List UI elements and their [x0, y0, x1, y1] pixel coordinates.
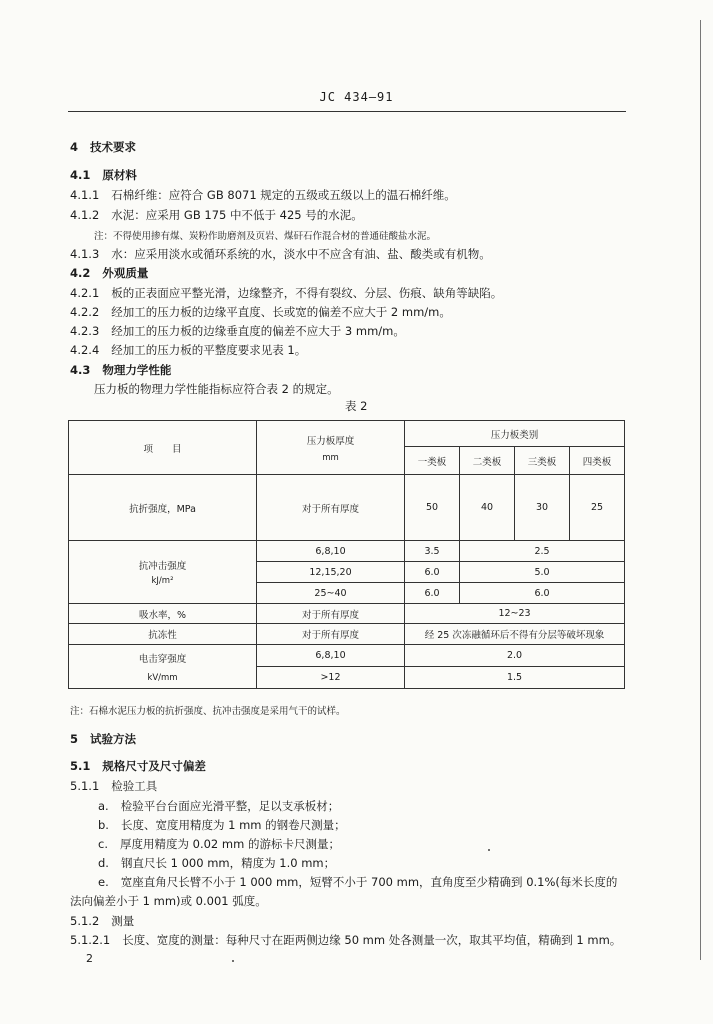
row-impact-class234-3: 6.0 [460, 583, 625, 604]
header-rule [68, 111, 626, 112]
clause-text: 检验工具 [111, 779, 158, 793]
scan-edge-line [700, 20, 701, 960]
head-class-2: 二类板 [460, 447, 515, 475]
row-frost-value: 经 25 次冻融循环后不得有分层等破坏现象 [405, 624, 625, 645]
head-category: 压力板类别 [405, 421, 625, 447]
head-thickness [257, 421, 405, 475]
text-line [70, 324, 405, 339]
text-line [70, 286, 502, 301]
text-line [98, 856, 335, 871]
clause-text: 技术要求 [90, 140, 137, 154]
clause-number: 4.2.3 [70, 324, 100, 338]
clause-text: 钢直尺长 1 000 mm，精度为 1.0 mm； [120, 856, 336, 870]
clause-number: 4.1 [70, 168, 91, 182]
clause-text: 板的正表面应平整光滑，边缘整齐，不得有裂纹、分层、伤痕、缺角等缺陷。 [111, 286, 503, 300]
clause-number: 4.1.2 [70, 208, 100, 222]
clause-text: 水泥：应采用 GB 175 中不低于 425 号的水泥。 [111, 208, 363, 222]
row-absorption-value: 12~23 [405, 604, 625, 624]
row-dielectric-unit: kV/mm [147, 672, 178, 683]
text-line [70, 363, 171, 378]
text-line [70, 933, 621, 948]
row-absorption-label: 吸水率，% [69, 604, 257, 624]
clause-number: a. [98, 799, 109, 813]
head-class-1: 一类板 [405, 447, 460, 475]
text-line [94, 382, 339, 397]
clause-text: 经加工的压力板的边缘垂直度的偏差不应大于 3 mm/m。 [111, 324, 405, 338]
clause-number: e. [98, 875, 109, 889]
row-flexural-thickness: 对于所有厚度 [257, 475, 405, 541]
row-impact-thickness-1: 6,8,10 [257, 541, 405, 562]
text-line [94, 229, 436, 244]
row-frost-thickness: 对于所有厚度 [257, 624, 405, 645]
row-dielectric-thickness-2: >12 [257, 667, 405, 689]
table-2 [68, 420, 625, 689]
head-item: 项 目 [69, 421, 257, 475]
clause-number: 4.2.2 [70, 305, 100, 319]
row-impact-class1-2: 6.0 [405, 562, 460, 583]
clause-number: 4.3 [70, 363, 91, 377]
clause-number: 5.1 [70, 759, 91, 773]
row-impact-thickness-2: 12,15,20 [257, 562, 405, 583]
text-line [70, 266, 148, 281]
text-line [70, 168, 137, 183]
clause-text: 原材料 [102, 168, 137, 182]
text-line [70, 779, 157, 794]
clause-number: b. [98, 818, 109, 832]
clause-number: 4.2.1 [70, 286, 100, 300]
page-number: 2 [86, 952, 93, 965]
clause-number: 5.1.1 [70, 779, 100, 793]
clause-number: 4.2 [70, 266, 91, 280]
clause-number: d. [98, 856, 109, 870]
text-line [98, 837, 340, 852]
row-dielectric-thickness-1: 6,8,10 [257, 645, 405, 667]
table-caption: 表 2 [345, 399, 368, 413]
text-line [70, 305, 451, 320]
clause-text: 注：不得使用掺有煤、炭粉作助磨剂及页岩、煤矸石作混合材的普通硅酸盐水泥。 [94, 231, 437, 242]
text-line [70, 247, 491, 262]
clause-number: 4.1.1 [70, 188, 100, 202]
text-line [70, 343, 306, 358]
text-line [98, 875, 617, 890]
clause-text: 物理力学性能 [102, 363, 172, 377]
clause-text: 外观质量 [102, 266, 149, 280]
row-impact-thickness-3: 25~40 [257, 583, 405, 604]
text-line [70, 704, 346, 719]
row-flexural-class-1: 50 [405, 475, 460, 541]
row-impact-label [69, 541, 257, 604]
head-class-4: 四类板 [570, 447, 625, 475]
row-dielectric-label [69, 645, 257, 689]
clause-text: 压力板的物理力学性能指标应符合表 2 的规定。 [94, 382, 339, 396]
clause-text: 经加工的压力板的平整度要求见表 1。 [111, 343, 307, 357]
row-flexural-class-2: 40 [460, 475, 515, 541]
text-line [70, 914, 134, 929]
clause-text: 长度、宽度用精度为 1 mm 的钢卷尺测量； [120, 818, 346, 832]
head-thickness-label: 压力板厚度 [306, 435, 355, 447]
row-absorption-thickness: 对于所有厚度 [257, 604, 405, 624]
clause-number: 4 [70, 140, 79, 154]
text-line [70, 732, 136, 747]
row-impact-name: 抗冲击强度 [138, 561, 187, 572]
clause-text: 规格尺寸及尺寸偏差 [102, 759, 206, 773]
clause-number: 5.1.2.1 [70, 933, 111, 947]
row-flexural-label: 抗折强度，MPa [69, 475, 257, 541]
text-line [98, 818, 346, 833]
head-class-3: 三类板 [515, 447, 570, 475]
row-dielectric-value-2: 1.5 [405, 667, 625, 689]
row-frost-label: 抗冻性 [69, 624, 257, 645]
clause-text: 测量 [111, 914, 135, 928]
clause-text: 水：应采用淡水或循环系统的水，淡水中不应含有油、盐、酸类或有机物。 [111, 247, 491, 261]
text-line [98, 799, 339, 814]
head-thickness-unit: mm [322, 452, 339, 463]
text-line [70, 208, 363, 223]
scan-speck [232, 960, 234, 962]
clause-text: 试验方法 [90, 732, 137, 746]
clause-text: 注：石棉水泥压力板的抗折强度、抗冲击强度是采用气干的试样。 [70, 706, 346, 717]
text-line [70, 140, 136, 155]
clause-text: 长度、宽度的测量：每种尺寸在距两侧边缘 50 mm 处各测量一次，取其平均值，精确到 1 mm。 [122, 933, 622, 947]
clause-text: 检验平台台面应光滑平整，足以支承板材； [120, 799, 340, 813]
clause-text: 法向偏差小于 1 mm)或 0.001 弧度。 [70, 894, 267, 908]
row-flexural-class-3: 30 [515, 475, 570, 541]
clause-number: 4.2.4 [70, 343, 100, 357]
standard-code-header: JC 434—91 [319, 90, 394, 104]
row-impact-class1-3: 6.0 [405, 583, 460, 604]
clause-number: 4.1.3 [70, 247, 100, 261]
clause-text: 石棉纤维：应符合 GB 8071 规定的五级或五级以上的温石棉纤维。 [111, 188, 456, 202]
row-dielectric-name: 电击穿强度 [138, 653, 187, 665]
row-impact-unit: kJ/m² [151, 576, 174, 586]
row-flexural-class-4: 25 [570, 475, 625, 541]
text-line [70, 759, 206, 774]
row-impact-class234-2: 5.0 [460, 562, 625, 583]
clause-text: 宽座直角尺长臂不小于 1 000 mm，短臂不小于 700 mm，直角度至少精确到 0.1%(每米长度的 [120, 875, 618, 889]
text-line [70, 188, 456, 203]
clause-number: 5 [70, 732, 79, 746]
clause-text: 经加工的压力板的边缘平直度、长或宽的偏差不应大于 2 mm/m。 [111, 305, 451, 319]
clause-text: 厚度用精度为 0.02 mm 的游标卡尺测量； [119, 837, 340, 851]
row-impact-class234-1: 2.5 [460, 541, 625, 562]
text-line [70, 894, 267, 909]
clause-number: 5.1.2 [70, 914, 100, 928]
row-dielectric-value-1: 2.0 [405, 645, 625, 667]
clause-number: c. [98, 837, 108, 851]
row-impact-class1-1: 3.5 [405, 541, 460, 562]
scan-speck [488, 849, 490, 851]
